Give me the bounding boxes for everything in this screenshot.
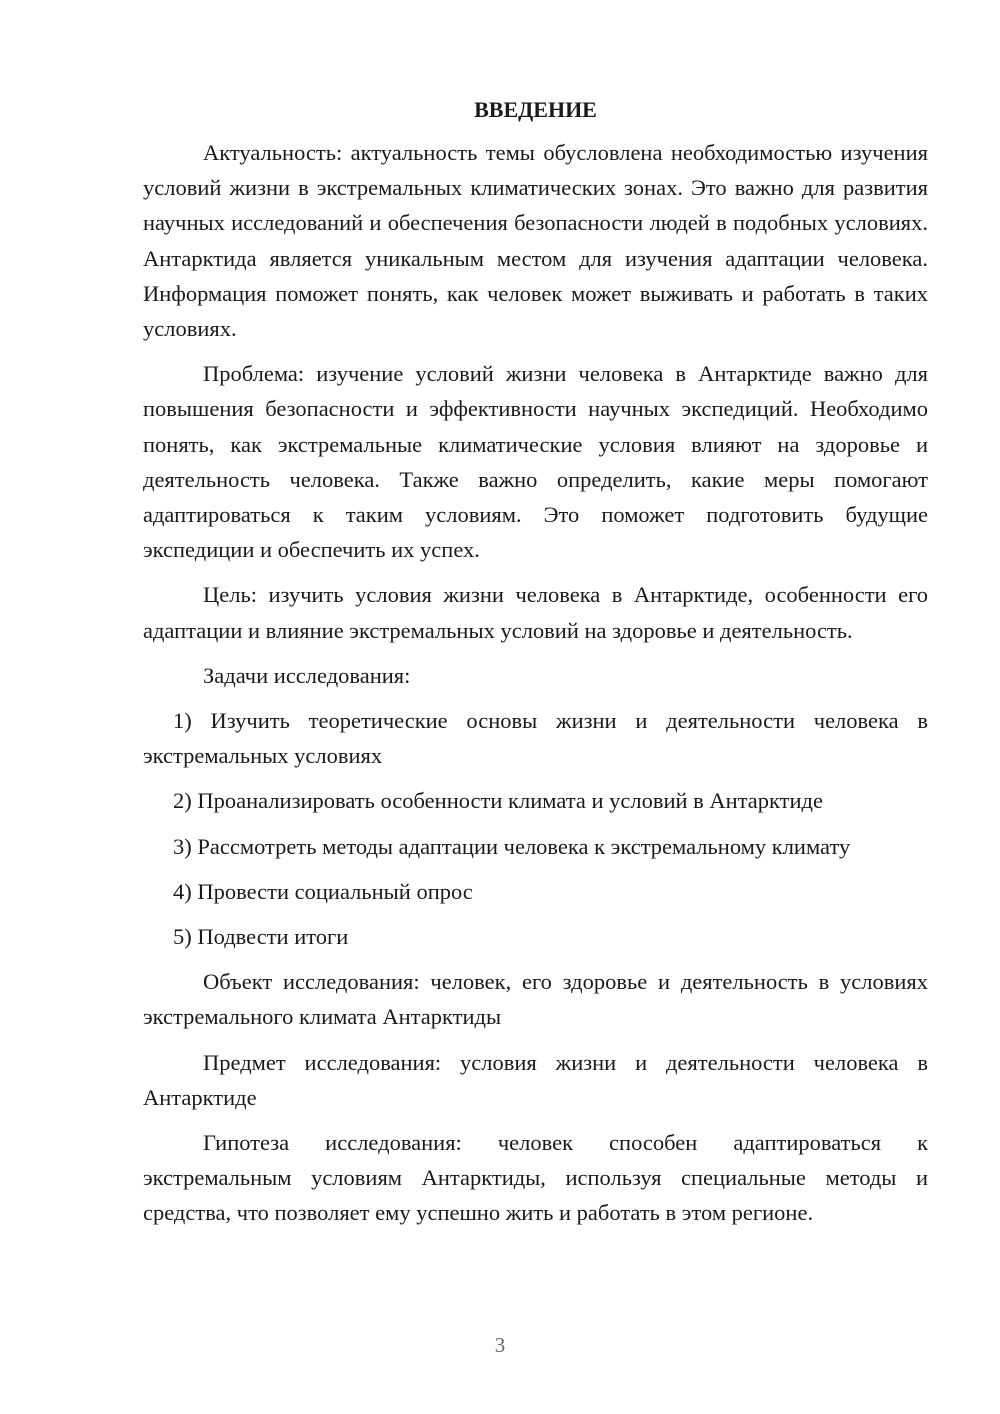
document-page: [143, 95, 928, 1241]
task-item-4: 4) Провести социальный опрос: [173, 878, 473, 904]
task-item-1: 1) Изучить теоретические основы жизни и деятельности человека в экстремальных условиях: [143, 708, 928, 769]
page-number: 3: [494, 1333, 506, 1357]
task-item-3: 3) Рассмотреть методы адаптации человека к экстремальному климату: [173, 833, 851, 859]
paragraph-goal: Цель: изучить условия жизни человека в Антарктиде, особенности его адаптации и влияние экстремальных условий на здоровье и деятельность.: [143, 582, 928, 643]
paragraph-hypothesis: Гипотеза исследования: человек способен адаптироваться к экстремальным условиям Антарктиды, используя специальные методы и средства, что позволяет ему успешно жить и работать в этом регионе.: [143, 1130, 928, 1226]
paragraph-relevance: Актуальность: актуальность темы обусловлена необходимостью изучения условий жизни в экстремальных климатических зонах. Это важно для развития научных исследований и обеспечения безопасности людей в подобных условиях. Антарктида является уникальным местом для изучения адаптации человека. Информация поможет понять, как человек может выживать и работать в таких условиях.: [143, 140, 928, 342]
paragraph-tasks-title: Задачи исследования:: [203, 662, 411, 688]
paragraph-subject: Предмет исследования: условия жизни и деятельности человека в Антарктиде: [143, 1049, 928, 1110]
paragraph-problem: Проблема: изучение условий жизни человека в Антарктиде важно для повышения безопасности и эффективности научных экспедиций. Необходимо понять, как экстремальные климатические условия влияют на здоровье и деятельность человека. Также важно определить, какие меры помогают адаптироваться к таким условиям. Это поможет подготовить будущие экспедиции и обеспечить их успех.: [143, 361, 928, 563]
paragraph-object: Объект исследования: человек, его здоровье и деятельность в условиях экстремального климата Антарктиды: [143, 969, 928, 1030]
section-heading: ВВЕДЕНИЕ: [474, 97, 597, 122]
task-item-5: 5) Подвести итоги: [173, 924, 349, 950]
task-item-2: 2) Проанализировать особенности климата и условий в Антарктиде: [173, 788, 823, 814]
